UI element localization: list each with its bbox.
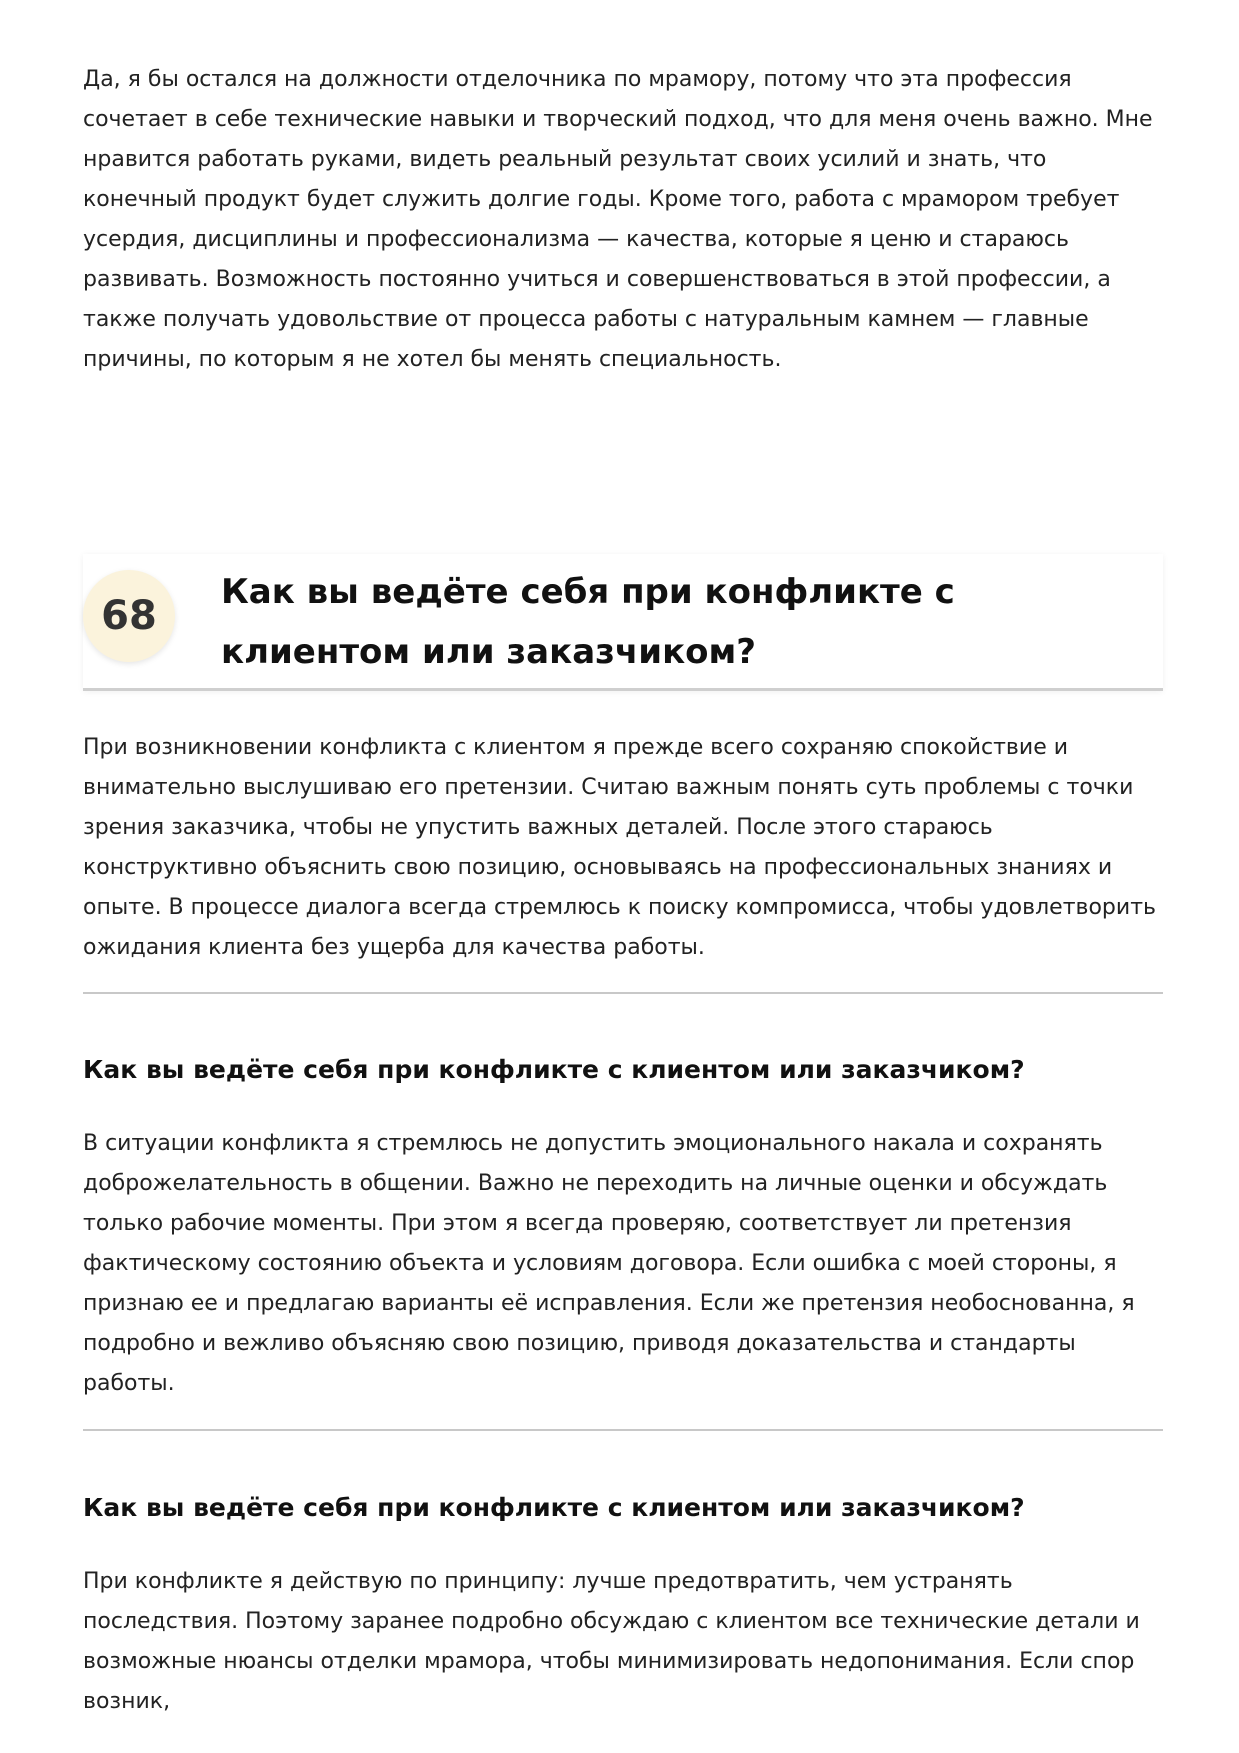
intro-paragraph: Да, я бы остался на должности отделочника по мрамору, потому что эта профессия сочетает в себе технические навыки и творческий подход, что для меня очень важно. Мне нравится работать руками, видеть реальный результат своих усилий и знать, что конечный продукт будет служить долгие годы. Кроме того, работа с мрамором требует усердия, дисциплины и профессионализма — качества, которые я ценю и стараюсь развивать. Возможность постоянно учиться и совершенствоваться в этой профессии, а также получать удовольствие от процесса работы с натуральным камнем — главные причины, по которым я не хотел бы менять специальность. bbox=[83, 67, 1153, 372]
answer-paragraph-2: В ситуации конфликта я стремлюсь не допустить эмоционального накала и сохранять доброжелательность в общении. Важно не переходить на личные оценки и обсуждать только рабочие моменты. При этом я всегда проверяю, соответствует ли претензия фактическому состоянию объекта и условиям договора. Если ошибка с моей стороны, я признаю ее и предлагаю варианты её исправления. Если же претензия необоснованна, я подробно и вежливо объясняю свою позицию, приводя доказательства и стандарты работы. bbox=[83, 1131, 1135, 1396]
answer-paragraph-1: При возникновении конфликта с клиентом я прежде всего сохраняю спокойствие и внимательно выслушиваю его претензии. Считаю важным понять суть проблемы с точки зрения заказчика, чтобы не упустить важных деталей. После этого стараюсь конструктивно объяснить свою позицию, основываясь на профессиональных знаниях и опыте. В процессе диалога всегда стремлюсь к поиску компромисса, чтобы удовлетворить ожидания клиента без ущерба для качества работы. bbox=[83, 735, 1156, 960]
question-number-badge: 68 bbox=[83, 570, 175, 662]
answer-paragraph-3: При конфликте я действую по принципу: лучше предотвратить, чем устранять последствия. Поэтому заранее подробно обсуждаю с клиентом все технические детали и возможные нюансы отделки мрамора, чтобы минимизировать недопонимания. Если спор возник, bbox=[83, 1569, 1140, 1714]
question-header bbox=[83, 554, 1163, 691]
divider bbox=[83, 992, 1163, 994]
answer-title-2: Как вы ведёте себя при конфликте с клиентом или заказчиком? bbox=[83, 1055, 1025, 1084]
divider bbox=[83, 1429, 1163, 1431]
answer-title-3: Как вы ведёте себя при конфликте с клиентом или заказчиком? bbox=[83, 1493, 1025, 1522]
question-title: Как вы ведёте себя при конфликте с клиентом или заказчиком? bbox=[221, 572, 955, 672]
